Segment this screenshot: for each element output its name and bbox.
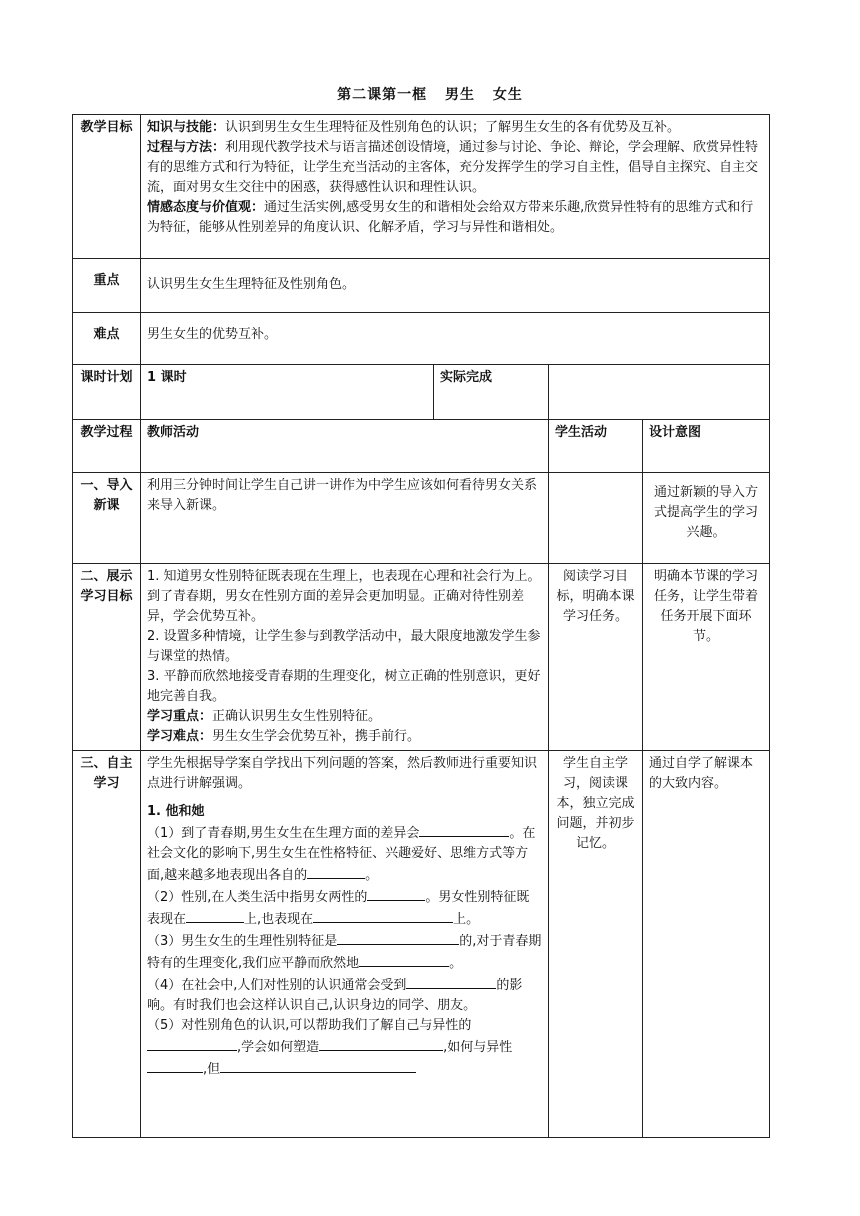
- header-student: 学生活动: [549, 420, 643, 473]
- section3-teacher: [141, 751, 549, 1138]
- header-teacher: 教师活动: [141, 420, 549, 473]
- section2-goal-1: 1. 知道男女性别特征既表现在生理上，也表现在心理和社会行为上。到了青春期，男女在性别方面的差异会更加明显。正确对待性别差异，学会优势互补。: [147, 569, 541, 624]
- difficulty-text: 男生女生的优势互补。: [141, 313, 770, 365]
- section1-student: [549, 473, 643, 564]
- lesson-plan-table: [72, 114, 770, 1138]
- key-point-heading: 学习重点：: [147, 709, 213, 724]
- answer-blank[interactable]: [307, 864, 365, 879]
- section1-label: 一、导入新课: [73, 473, 141, 564]
- title-part-1: 第二课第一框: [337, 87, 428, 103]
- section3-row: [73, 751, 770, 1138]
- difficulty-label: 难点: [73, 313, 141, 365]
- answer-blank[interactable]: [419, 822, 509, 837]
- key-row: [73, 259, 770, 313]
- process-method-text: 利用现代教学技术与语言描述创设情境，通过参与讨论、争论、辩论，学会理解、欣赏异性特有的思维方式和行为特征，让学生充当活动的主客体，充分发挥学生的学习自主性，倡导自主探究、自主交流，面对男女生交往中的困惑，获得感性认识和理性认识。: [147, 140, 759, 195]
- goals-row: [73, 115, 770, 259]
- section2-label: 二、展示学习目标: [73, 564, 141, 751]
- hours-value: 1 课时: [141, 365, 434, 420]
- section2-teacher: [141, 564, 549, 751]
- section1-row: [73, 473, 770, 564]
- hours-label: 课时计划: [73, 365, 141, 420]
- actual-completion-label: 实际完成: [434, 365, 549, 420]
- section2-goal-2: 2. 设置多种情境，让学生参与到教学活动中，最大限度地激发学生参与课堂的热情。: [147, 629, 541, 664]
- answer-blank[interactable]: [406, 974, 496, 989]
- section3-intro: 学生先根据导学案自学找出下列问题的答案，然后教师进行重要知识点进行讲解强调。: [147, 756, 538, 791]
- question-3: （3）男生女生的生理性别特征是 的,对于青春期特有的生理变化,我们应平静而欣然地 。: [147, 930, 542, 974]
- section2-goal-3: 3. 平静而欣然地接受青春期的生理变化，树立正确的性别意识，更好地完善自我。: [147, 669, 541, 704]
- knowledge-skill-text: 认识到男生女生生理特征及性别角色的认识；了解男生女生的各有优势及互补。: [225, 120, 681, 135]
- section2-student: 阅读学习目标，明确本课学习任务。: [549, 564, 643, 751]
- key-label: 重点: [73, 259, 141, 313]
- answer-blank[interactable]: [147, 1036, 237, 1051]
- section1-intent: 通过新颖的导入方式提高学生的学习兴趣。: [643, 473, 770, 564]
- section3-label: 三、自主学习: [73, 751, 141, 1138]
- knowledge-skill-heading: 知识与技能：: [147, 120, 226, 135]
- section2-difficult-point: [147, 727, 542, 747]
- actual-completion-value: [549, 365, 770, 420]
- page-title: [0, 84, 860, 104]
- answer-blank[interactable]: [147, 1058, 203, 1073]
- section2-intent: 明确本节课的学习任务，让学生带着任务开展下面环节。: [643, 564, 770, 751]
- section3-heading: 1. 他和她: [147, 804, 205, 819]
- header-process: 教学过程: [73, 420, 141, 473]
- question-2: （2）性别,在人类生活中指男女两性的 。男女性别特征既表现在 上,也表现在 上。: [147, 886, 542, 930]
- answer-blank[interactable]: [319, 1036, 443, 1051]
- emotion-value-text: 通过生活实例,感受男女生的和谐相处会给双方带来乐趣,欣赏异性特有的思维方式和行为特征，能够从性别差异的角度认识、化解矛盾，学习与异性和谐相处。: [147, 200, 754, 235]
- section2-row: [73, 564, 770, 751]
- answer-blank[interactable]: [337, 930, 459, 945]
- section3-intent: 通过自学了解课本的大致内容。: [643, 751, 770, 1138]
- question-4: （4）在社会中,人们对性别的认识通常会受到 的影响。有时我们也会这样认识自己,认识身边的同学、朋友。: [147, 974, 542, 1016]
- difficult-point-text: 男生女生学会优势互补，携手前行。: [212, 729, 421, 744]
- hours-row: [73, 365, 770, 420]
- goals-label: 教学目标: [73, 115, 141, 259]
- process-header-row: [73, 420, 770, 473]
- section1-teacher: 利用三分钟时间让学生自己讲一讲作为中学生应该如何看待男女关系来导入新课。: [141, 473, 549, 564]
- answer-blank[interactable]: [220, 1058, 416, 1073]
- title-part-2: 男生: [445, 87, 475, 103]
- process-method-heading: 过程与方法：: [147, 140, 226, 155]
- answer-blank[interactable]: [186, 908, 244, 923]
- answer-blank[interactable]: [313, 908, 453, 923]
- key-text: 认识男生女生生理特征及性别角色。: [141, 259, 770, 313]
- difficulty-row: [73, 313, 770, 365]
- section3-student: 学生自主学习，阅读课本，独立完成问题，并初步记忆。: [549, 751, 643, 1138]
- question-1: （1）到了青春期,男生女生在生理方面的差异会 。在社会文化的影响下,男生女生在性格特征、兴趣爱好、思维方式等方面,越来越多地表现出各自的 。: [147, 822, 542, 886]
- answer-blank[interactable]: [367, 886, 425, 901]
- title-part-3: 女生: [492, 87, 523, 103]
- key-point-text: 正确认识男生女生性别特征。: [212, 709, 382, 724]
- goals-content: [141, 115, 770, 259]
- question-5: （5）对性别角色的认识,可以帮助我们了解自己与异性的,学会如何塑造 ,如何与异性,但: [147, 1018, 513, 1077]
- emotion-value-heading: 情感态度与价值观：: [147, 200, 265, 215]
- section2-key-point: [147, 707, 542, 727]
- header-intent: 设计意图: [643, 420, 770, 473]
- answer-blank[interactable]: [359, 952, 449, 967]
- difficult-point-heading: 学习难点：: [147, 729, 213, 744]
